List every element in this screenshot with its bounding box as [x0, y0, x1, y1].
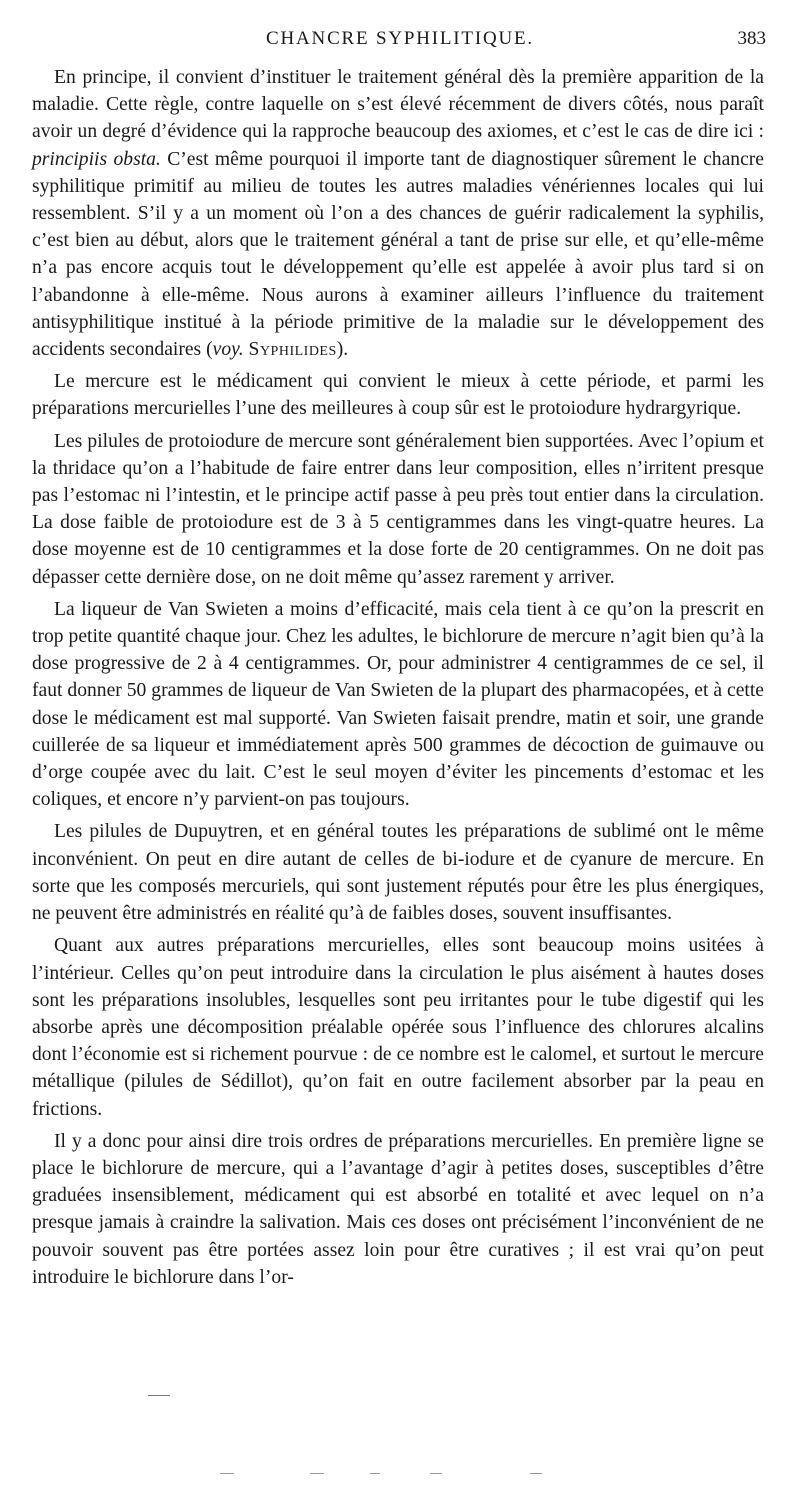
paragraph-3: Les pilules de protoiodure de mercure sont généralement bien supportées. Avec l’opium et la thridace qu’on a l’habitude de faire entrer dans leur composition, elles n’irritent presque pas l’estomac ni l’intestin, et le principe actif passe à peu près tout entier dans la circulation. La dose faible de protoiodure est de 3 à 5 centigrammes dans les vingt-quatre heures. La dose moyenne est de 10 centigrammes et la dose forte de 20 centigrammes. On ne doit pas dépasser cette dernière dose, on ne doit même qu’assez rarement y arriver.: [32, 430, 764, 588]
latin-maxim: principiis obsta.: [32, 148, 161, 170]
running-title: CHANCRE SYPHILITIQUE.: [266, 28, 534, 49]
page-number: 383: [737, 28, 766, 49]
footer-dash: [310, 1473, 324, 1474]
paragraph-1: [32, 64, 764, 363]
cross-reference-target: Syphilides: [248, 339, 337, 361]
footer-dash: [430, 1473, 442, 1474]
paragraph-7: Il y a donc pour ainsi dire trois ordres de préparations mercurielles. En première ligne se place le bichlorure de mercure, qui a l’avantage d’agir à petites doses, susceptibles d’être graduées insensiblement, médicament qui est absorbé en totalité et avec lequel on n’a presque jamais à craindre la salivation. Mais ces doses ont précisément l’inconvénient de ne pouvoir souvent pas être portées assez loin pour être curatives ; il est vrai qu’on peut introduire le bichlorure dans l’or-: [32, 1130, 764, 1288]
footer-dash: [220, 1473, 234, 1474]
footer-dash: [530, 1473, 542, 1474]
ink-speck: [148, 1395, 170, 1396]
paragraph-1-text-a: En principe, il convient d’instituer le traitement général dès la première apparition de la maladie. Cette règle, contre laquelle on s’est élevé récemment de divers côtés, nous paraît avoir un degré d’évidence qui la rapproche beaucoup des axiomes, et c’est le cas de dire ici :: [32, 67, 764, 143]
body-text: [32, 64, 764, 1296]
cross-reference-voy: voy.: [212, 339, 244, 361]
paragraph-6: Quant aux autres préparations mercurielles, elles sont beaucoup moins usitées à l’intérieur. Celles qu’on peut introduire dans la circulation le plus aisément à hautes doses sont les préparations insolubles, lesquelles sont peu irritantes pour le tube digestif qui les absorbe après une décomposition préalable opérée sous l’influence des chlorures alcalins dont l’économie est si richement pourvue : de ce nombre est le calomel, et surtout le mercure métallique (pilules de Sédillot), qu’on fait en outre facilement absorber par la peau en frictions.: [32, 935, 764, 1120]
paragraph-4: La liqueur de Van Swieten a moins d’efficacité, mais cela tient à ce qu’on la prescrit en trop petite quantité chaque jour. Chez les adultes, le bichlorure de mercure n’agit bien qu’à la dose progressive de 2 à 4 centigrammes. Or, pour administrer 4 centigrammes de ce sel, il faut donner 50 grammes de liqueur de Van Swieten de la plupart des pharmacopées, et à cette dose le médicament est mal supporté. Van Swieten faisait prendre, matin et soir, une grande cuillerée de sa liqueur et immédiatement après 500 grammes de décoction de guimauve ou d’orge coupée avec du lait. C’est le seul moyen d’éviter les pincements d’estomac et les coliques, et encore n’y parvient-on pas toujours.: [32, 598, 764, 811]
paragraph-5: Les pilules de Dupuytren, et en général toutes les préparations de sublimé ont le même inconvénient. On peut en dire autant de celles de bi-iodure et de cyanure de mercure. En sorte que les composés mercuriels, qui sont justement réputés pour être les plus énergiques, ne peuvent être administrés en réalité qu’à de faibles doses, souvent insuffisantes.: [32, 821, 764, 925]
paragraph-2: Le mercure est le médicament qui convient le mieux à cette période, et parmi les préparations mercurielles l’une des meilleures à coup sûr est le protoiodure hydrargyrique.: [32, 371, 764, 420]
paragraph-1-text-b: C’est même pourquoi il importe tant de diagnostiquer sûrement le chancre syphilitique primitif au milieu de toutes les autres maladies vénériennes locales qui lui ressemblent. S’il y a un moment où l’on a des chances de guérir radicalement la syphilis, c’est bien au début, alors que le traitement général a tant de prise sur elle, et qu’elle-même n’a pas encore acquis tout le développement qu’elle est appelée à avoir plus tard si on l’abandonne à elle-même. Nous aurons à examiner ailleurs l’influence du traitement antisyphilitique institué à la période primitive de la maladie sur le développement des accidents secondaires (: [32, 148, 764, 361]
running-head: [32, 28, 768, 58]
paragraph-1-text-c: ).: [336, 339, 349, 361]
footer-dash: [370, 1473, 380, 1474]
footer-dash-marks: [200, 1470, 600, 1476]
